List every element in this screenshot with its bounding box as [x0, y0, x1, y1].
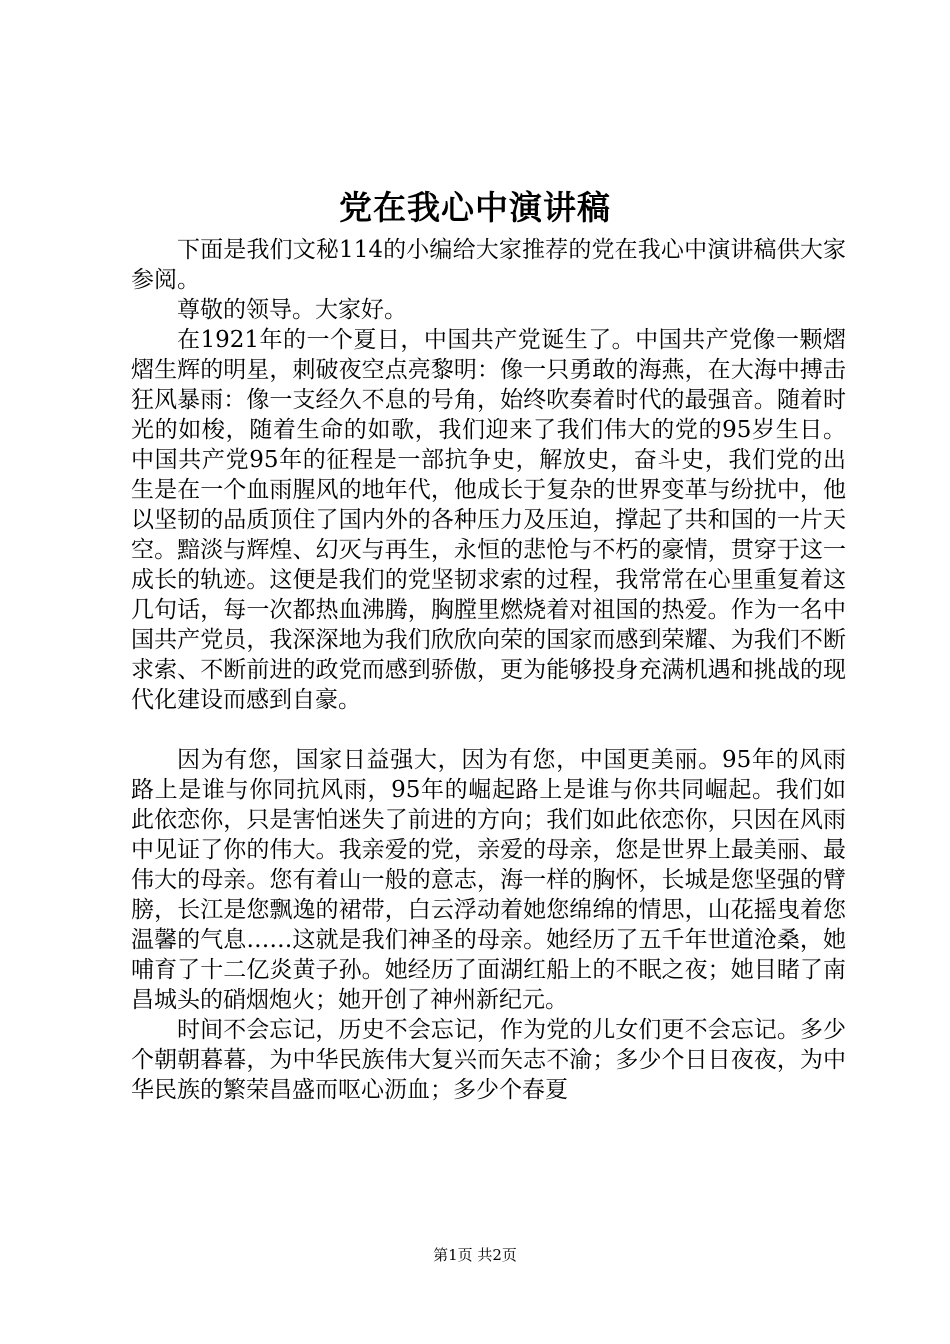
greeting-paragraph: 尊敬的领导。大家好。 — [177, 297, 407, 323]
body-paragraph-1: 在1921年的一个夏日，中国共产党诞生了。中国共产党像一颗熠熠生辉的明星，刺破夜空点亮黎明：像一只勇敢的海燕，在大海中搏击狂风暴雨：像一支经久不息的号角，始终吹奏着时代的最强音。随着时光的如梭，随着生命的如歌，我们迎来了我们伟大的党的95岁生日。中国共产党95年的征程是一部抗争史，解放史，奋斗史，我们党的出生是在一个血雨腥风的地年代，他成长于复杂的世界变革与纷扰中，他以坚韧的品质顶住了国内外的各种压力及压迫，撑起了共和国的一片天空。黯淡与辉煌、幻灭与再生，永恒的悲怆与不朽的豪情，贯穿于这一成长的轨迹。这便是我们的党坚韧求索的过程，我常常在心里重复着这几句话，每一次都热血沸腾，胸膛里燃烧着对祖国的热爱。作为一名中国共产党员，我深深地为我们欣欣向荣的国家而感到荣耀、为我们不断求索、不断前进的政党而感到骄傲，更为能够投身充满机遇和挑战的现代化建设而感到自豪。 — [131, 327, 846, 713]
document-body — [131, 235, 846, 1105]
document-title: 党在我心中演讲稿 — [339, 188, 611, 227]
paragraph-spacer — [131, 715, 846, 745]
body-paragraph-3: 时间不会忘记，历史不会忘记，作为党的儿女们更不会忘记。多少个朝朝暮暮，为中华民族伟大复兴而矢志不渝；多少个日日夜夜，为中华民族的繁荣昌盛而呕心沥血；多少个春夏 — [131, 1017, 846, 1103]
body-paragraph-2: 因为有您，国家日益强大，因为有您，中国更美丽。95年的风雨路上是谁与你同抗风雨，95年的崛起路上是谁与你共同崛起。我们如此依恋你，只是害怕迷失了前进的方向；我们如此依恋你，只因在风雨中见证了你的伟大。我亲爱的党，亲爱的母亲，您是世界上最美丽、最伟大的母亲。您有着山一般的意志，海一样的胸怀，长城是您坚强的臂膀，长江是您飘逸的裙带，白云浮动着她您绵绵的情思，山花摇曳着您温馨的气息……这就是我们神圣的母亲。她经历了五千年世道沧桑，她哺育了十二亿炎黄子孙。她经历了面湖红船上的不眠之夜；她目睹了南昌城头的硝烟炮火；她开创了神州新纪元。 — [131, 747, 846, 1013]
page-number-footer: 第1页 共2页 — [433, 1246, 517, 1264]
intro-paragraph: 下面是我们文秘114的小编给大家推荐的党在我心中演讲稿供大家参阅。 — [131, 237, 846, 293]
